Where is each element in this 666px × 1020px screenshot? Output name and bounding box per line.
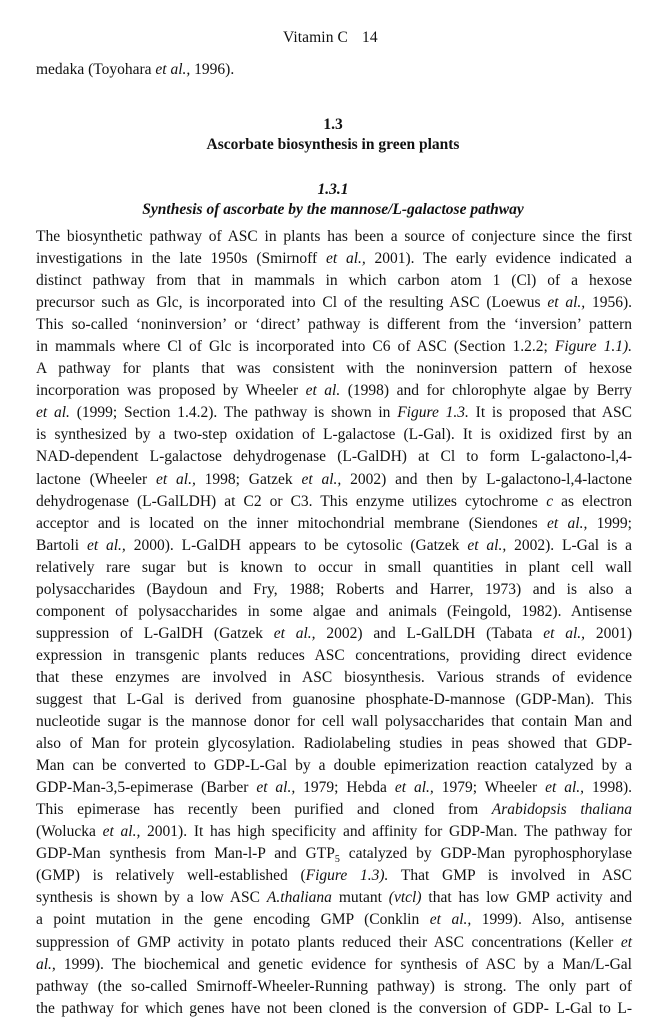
body-line: incorporation was proposed by Wheeler et al. (1998) and for chlorophyte algae by Berry [36,382,633,400]
body-line: relatively rare sugar but is known to occur in small quantities in plant cell wall [36,558,632,576]
body-line: suppression of L-GalDH (Gatzek et al., 2002) and L-GalLDH (Tabata et al., 2001) [36,624,632,642]
body-line: that these enzymes are involved in ASC biosynthesis. Various strands of evidence [36,668,632,686]
body-line: Man can be converted to GDP-L-Gal by a double epimerization reaction catalyzed by a [36,757,632,775]
body-line: is synthesized by a two-step oxidation of L-galactose (L-Gal). It is oxidized first by an [36,426,632,444]
running-title: Vitamin C [283,29,348,46]
body-line: This so-called ‘noninversion’ or ‘direct’ pathway is different from the ‘inversion’ pattern [36,316,632,334]
body-line: precursor such as Glc, is incorporated into Cl of the resulting ASC (Loewus et al., 1956). [36,294,632,312]
body-paragraph [36,226,632,1020]
section-number: 1.3 [323,116,343,133]
body-line: This epimerase has recently been purified and cloned from Arabidopsis thaliana [36,801,632,819]
body-line: distinct pathway from that in mammals in which carbon atom 1 (Cl) of a hexose [36,272,632,290]
body-line: suppression of GMP activity in potato plants reduced their ASC concentrations (Keller et [36,933,632,951]
body-line: al., 1999). The biochemical and genetic evidence for synthesis of ASC by a Man/L-Gal [36,955,632,973]
page-number: 14 [361,29,378,46]
body-line: also of Man for protein glycosylation. Radiolabeling studies in peas showed that GDP- [36,735,632,753]
body-line: suggest that L-Gal is derived from guanosine phosphate-D-mannose (GDP-Man). This [36,690,632,708]
body-line: (Wolucka et al., 2001). It has high specificity and affinity for GDP-Man. The pathway for [36,823,632,841]
body-line: GDP-Man-3,5-epimerase (Barber et al., 1979; Hebda et al., 1979; Wheeler et al., 1998). [36,779,633,797]
body-line: the pathway for which genes have not been cloned is the conversion of GDP- L-Gal to L- [36,999,632,1017]
carryover-line: medaka (Toyohara et al., 1996). [36,61,235,78]
body-line: a point mutation in the gene encoding GMP (Conklin et al., 1999). Also, antisense [36,911,632,929]
body-line: component of polysaccharides in some algae and animals (Feingold, 1982). Antisense [36,602,632,620]
body-line: lactone (Wheeler et al., 1998; Gatzek et al., 2002) and then by L-galactono-l,4-lactone [36,470,632,488]
body-line: polysaccharides (Baydoun and Fry, 1988; Roberts and Harrer, 1973) and is also a [36,580,632,598]
body-line: (GMP) is relatively well-established (Figure 1.3). That GMP is involved in ASC [36,867,632,885]
body-line: A pathway for plants that was consistent with the noninversion pattern of hexose [36,360,632,378]
body-line: in mammals where Cl of Glc is incorporated into C6 of ASC (Section 1.2.2; Figure 1.1). [36,338,632,356]
body-line: nucleotide sugar is the mannose donor for cell wall polysaccharides that contain Man and [36,713,632,731]
body-line: NAD-dependent L-galactose dehydrogenase (L-GalDH) at Cl to form L-galactono-l,4- [36,448,632,466]
body-line: GDP-Man synthesis from Man-l-P and $GTP_5$ catalyzed by GDP-Man pyrophosphorylase [36,845,632,866]
body-line: Bartoli et al., 2000). L-GalDH appears to be cytosolic (Gatzek et al., 2002). L-Gal is a [36,536,632,554]
subsection-number: 1.3.1 [317,181,349,198]
subsection-title: Synthesis of ascorbate by the mannose/L-galactose pathway [142,201,524,218]
body-line: investigations in the late 1950s (Smirnoff et al., 2001). The early evidence indicated a [36,250,632,268]
body-line: dehydrogenase (L-GalLDH) at C2 or C3. This enzyme utilizes cytochrome c as electron [36,492,632,510]
body-line: et al. (1999; Section 1.4.2). The pathway is shown in Figure 1.3. It is proposed that ASC [36,404,632,422]
body-line: The biosynthetic pathway of ASC in plants has been a source of conjecture since the first [36,228,632,245]
running-head [283,29,378,47]
body-line: acceptor and is located on the inner mitochondrial membrane (Siendones et al., 1999; [36,514,632,532]
body-line: expression in transgenic plants reduces ASC concentrations, providing direct evidence [36,646,632,664]
section-title: Ascorbate biosynthesis in green plants [206,136,460,153]
body-line: pathway (the so-called Smirnoff-Wheeler-Running pathway) is strong. The only part of [36,977,632,995]
body-line: synthesis is shown by a low ASC A.thaliana mutant (vtcl) that has low GMP activity and [36,889,632,907]
